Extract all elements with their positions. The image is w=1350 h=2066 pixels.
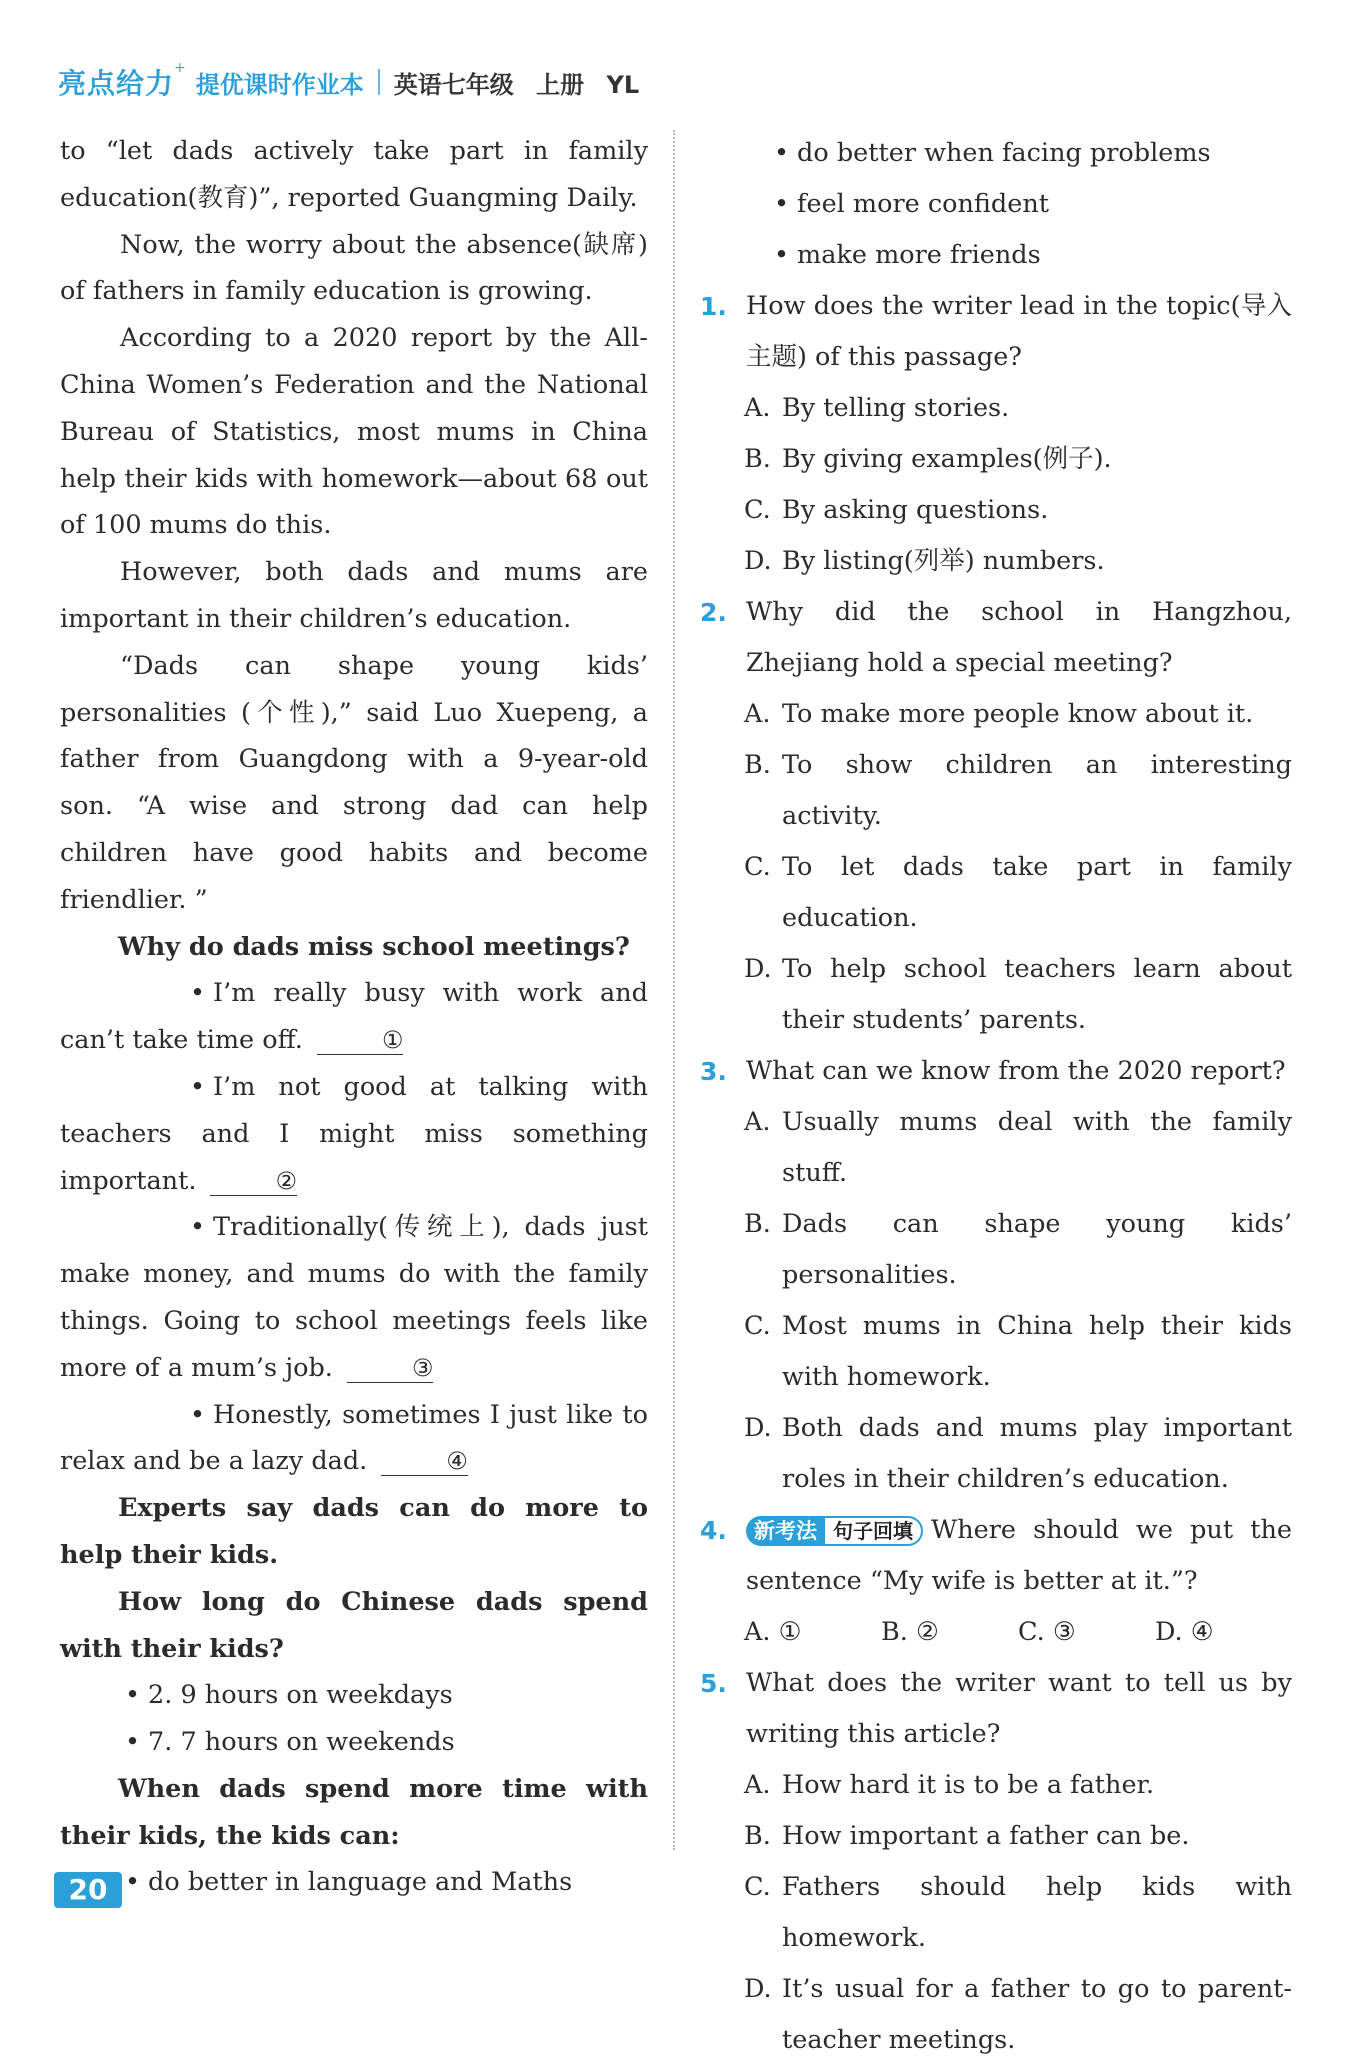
bullet-icon: • bbox=[125, 1867, 141, 1898]
passage-paragraph: Now, the worry about the absence(缺席) of fathers in family education is growing. bbox=[60, 229, 648, 307]
question-number: 3. bbox=[700, 1057, 727, 1086]
option-b[interactable] bbox=[700, 1199, 1292, 1301]
question-text: What does the writer want to tell us by writing this article? bbox=[746, 1668, 1292, 1749]
option-letter: B. bbox=[744, 1209, 771, 1239]
option-letter: A. bbox=[744, 1770, 771, 1800]
question-1 bbox=[700, 281, 1292, 587]
option-c[interactable] bbox=[700, 1862, 1292, 1964]
bullet-icon: • bbox=[190, 1212, 206, 1243]
question-stem bbox=[700, 587, 1292, 689]
option-text: By telling stories. bbox=[782, 393, 1010, 423]
question-stem bbox=[700, 281, 1292, 383]
option-letter: A. bbox=[744, 1107, 771, 1137]
option-letter: B. bbox=[881, 1617, 908, 1647]
reason-text: Honestly, sometimes I just like to relax and be a lazy dad. bbox=[60, 1399, 648, 1477]
option-text: ④ bbox=[1190, 1617, 1214, 1647]
question-stem bbox=[700, 1658, 1292, 1760]
option-text: How important a father can be. bbox=[782, 1821, 1190, 1851]
question-number: 4. bbox=[700, 1516, 727, 1545]
option-d[interactable] bbox=[700, 536, 1292, 587]
option-text: ② bbox=[915, 1617, 939, 1647]
question-number: 5. bbox=[700, 1669, 727, 1698]
reason-text: I’m really busy with work and can’t take time off. bbox=[60, 978, 648, 1056]
option-b[interactable] bbox=[881, 1607, 1018, 1658]
benefit-item bbox=[700, 128, 1292, 179]
question-3 bbox=[700, 1046, 1292, 1505]
question-text: Why did the school in Hangzhou, Zhejiang hold a special meeting? bbox=[746, 597, 1292, 678]
option-letter: C. bbox=[1018, 1617, 1045, 1647]
passage-paragraph: According to a 2020 report by the All-China Women’s Federation and the National Bureau of Statistics, most mums in China help their kids with homework—about 68 out of 100 mums do this. bbox=[60, 323, 648, 541]
star-icon: + bbox=[174, 60, 186, 76]
passage-column bbox=[60, 128, 648, 1906]
reason-text: Traditionally(传统上), dads just make money, and mums do with the family things. Going to school meetings feels like more of a mum’s job. bbox=[60, 1212, 648, 1383]
time-item bbox=[60, 1719, 648, 1766]
option-letter: D. bbox=[744, 1974, 772, 2004]
option-text: By giving examples(例子). bbox=[782, 444, 1112, 474]
question-number: 1. bbox=[700, 292, 727, 321]
option-d[interactable] bbox=[700, 944, 1292, 1046]
option-text: To show children an interesting activity. bbox=[782, 750, 1292, 831]
question-number: 2. bbox=[700, 598, 727, 627]
option-text: To make more people know about it. bbox=[782, 699, 1254, 729]
badge-label: 新考法 bbox=[746, 1516, 825, 1546]
passage-paragraph: “Dads can shape young kids’ personalities (个性),” said Luo Xuepeng, a father from Guangdong with a 9-year-old son. “A wise and strong dad can help children have good habits and become friendlier. ” bbox=[60, 650, 648, 915]
benefit-item bbox=[700, 230, 1292, 281]
brand-logo: 亮点给力 bbox=[58, 67, 175, 100]
section-heading: When dads spend more time with their kids, the kids can: bbox=[60, 1773, 648, 1851]
column-divider bbox=[673, 130, 675, 1850]
section-heading: How long do Chinese dads spend with their kids? bbox=[60, 1586, 648, 1664]
questions-column bbox=[700, 128, 1292, 2066]
header-divider bbox=[378, 69, 380, 95]
reason-text: I’m not good at talking with teachers and I might miss something important. bbox=[60, 1071, 648, 1196]
option-text: ③ bbox=[1052, 1617, 1076, 1647]
question-5 bbox=[700, 1658, 1292, 2066]
option-b[interactable] bbox=[700, 740, 1292, 842]
option-d[interactable] bbox=[700, 1403, 1292, 1505]
option-a[interactable] bbox=[700, 383, 1292, 434]
option-b[interactable] bbox=[700, 1811, 1292, 1862]
option-letter: A. bbox=[744, 1617, 771, 1647]
benefit-item bbox=[700, 179, 1292, 230]
reason-item bbox=[60, 1204, 648, 1391]
option-letter: D. bbox=[744, 546, 772, 576]
grade-label: 英语七年级 上册 YL bbox=[393, 70, 640, 99]
option-d[interactable] bbox=[1155, 1607, 1292, 1658]
bullet-icon: • bbox=[774, 240, 790, 270]
bullet-icon: • bbox=[774, 189, 790, 219]
option-text: Most mums in China help their kids with homework. bbox=[782, 1311, 1292, 1392]
option-text: To let dads take part in family education. bbox=[782, 852, 1292, 933]
benefit-text: do better when facing problems bbox=[797, 138, 1211, 168]
option-text: How hard it is to be a father. bbox=[782, 1770, 1155, 1800]
bullet-icon: • bbox=[190, 978, 206, 1009]
option-text: Fathers should help kids with homework. bbox=[782, 1872, 1292, 1953]
option-letter: D. bbox=[744, 1413, 772, 1443]
bullet-icon: • bbox=[125, 1680, 141, 1711]
option-letter: C. bbox=[744, 1872, 771, 1902]
series-title: 提优课时作业本 bbox=[195, 70, 364, 99]
benefit-text: do better in language and Maths bbox=[148, 1867, 573, 1898]
benefit-text: make more friends bbox=[797, 240, 1041, 270]
option-letter: C. bbox=[744, 495, 771, 525]
option-letter: A. bbox=[744, 393, 771, 423]
benefit-item bbox=[60, 1859, 648, 1906]
option-text: ① bbox=[778, 1617, 802, 1647]
time-item bbox=[60, 1672, 648, 1719]
reason-item bbox=[60, 1392, 648, 1486]
bullet-icon: • bbox=[190, 1399, 206, 1430]
option-d[interactable] bbox=[700, 1964, 1292, 2066]
option-letter: C. bbox=[744, 852, 771, 882]
option-c[interactable] bbox=[1018, 1607, 1155, 1658]
new-format-badge bbox=[746, 1516, 923, 1546]
option-letter: D. bbox=[744, 954, 772, 984]
option-a[interactable] bbox=[700, 689, 1292, 740]
section-heading: Experts say dads can do more to help their kids. bbox=[60, 1493, 648, 1570]
passage-paragraph: However, both dads and mums are important in their children’s education. bbox=[60, 557, 648, 634]
question-4 bbox=[700, 1505, 1292, 1658]
option-a[interactable] bbox=[744, 1607, 881, 1658]
blank-1[interactable]: ① bbox=[317, 1026, 404, 1055]
question-2 bbox=[700, 587, 1292, 1046]
inline-options bbox=[700, 1607, 1292, 1658]
question-stem bbox=[700, 1505, 1292, 1607]
option-c[interactable] bbox=[700, 842, 1292, 944]
blank-4[interactable]: ④ bbox=[381, 1447, 468, 1476]
option-a[interactable] bbox=[700, 1097, 1292, 1199]
option-text: Both dads and mums play important roles in their children’s education. bbox=[782, 1413, 1292, 1494]
option-letter: D. bbox=[1155, 1617, 1183, 1647]
benefit-text: feel more confident bbox=[797, 189, 1049, 219]
option-letter: B. bbox=[744, 1821, 771, 1851]
option-text: It’s usual for a father to go to parent-teacher meetings. bbox=[782, 1974, 1292, 2055]
blank-3[interactable]: ③ bbox=[347, 1354, 434, 1383]
reason-item bbox=[60, 970, 648, 1064]
option-text: Dads can shape young kids’ personalities. bbox=[782, 1209, 1292, 1290]
bullet-icon: • bbox=[125, 1727, 141, 1758]
option-text: Usually mums deal with the family stuff. bbox=[782, 1107, 1292, 1188]
page-number: 20 bbox=[54, 1872, 122, 1908]
option-text: To help school teachers learn about their students’ parents. bbox=[782, 954, 1292, 1035]
option-text: By listing(列举) numbers. bbox=[782, 546, 1105, 576]
question-text: Where should we put the sentence “My wife is better at it.”? bbox=[746, 1515, 1292, 1596]
option-b[interactable] bbox=[700, 434, 1292, 485]
option-c[interactable] bbox=[700, 1301, 1292, 1403]
question-stem bbox=[700, 1046, 1292, 1097]
page-header bbox=[58, 58, 639, 106]
time-text: 7. 7 hours on weekends bbox=[148, 1727, 455, 1758]
question-text: What can we know from the 2020 report? bbox=[746, 1056, 1286, 1086]
bullet-icon: • bbox=[774, 138, 790, 168]
option-a[interactable] bbox=[700, 1760, 1292, 1811]
time-text: 2. 9 hours on weekdays bbox=[148, 1680, 453, 1711]
option-letter: B. bbox=[744, 444, 771, 474]
option-letter: C. bbox=[744, 1311, 771, 1341]
blank-2[interactable]: ② bbox=[210, 1167, 297, 1196]
question-text: How does the writer lead in the topic(导入主题) of this passage? bbox=[746, 291, 1292, 372]
option-c[interactable] bbox=[700, 485, 1292, 536]
option-letter: B. bbox=[744, 750, 771, 780]
badge-type: 句子回填 bbox=[825, 1516, 923, 1546]
reason-item bbox=[60, 1064, 648, 1204]
option-text: By asking questions. bbox=[782, 495, 1049, 525]
section-heading: Why do dads miss school meetings? bbox=[118, 931, 630, 962]
passage-paragraph: to “let dads actively take part in family education(教育)”, reported Guangming Daily. bbox=[60, 136, 648, 213]
bullet-icon: • bbox=[190, 1071, 206, 1102]
option-letter: A. bbox=[744, 699, 771, 729]
